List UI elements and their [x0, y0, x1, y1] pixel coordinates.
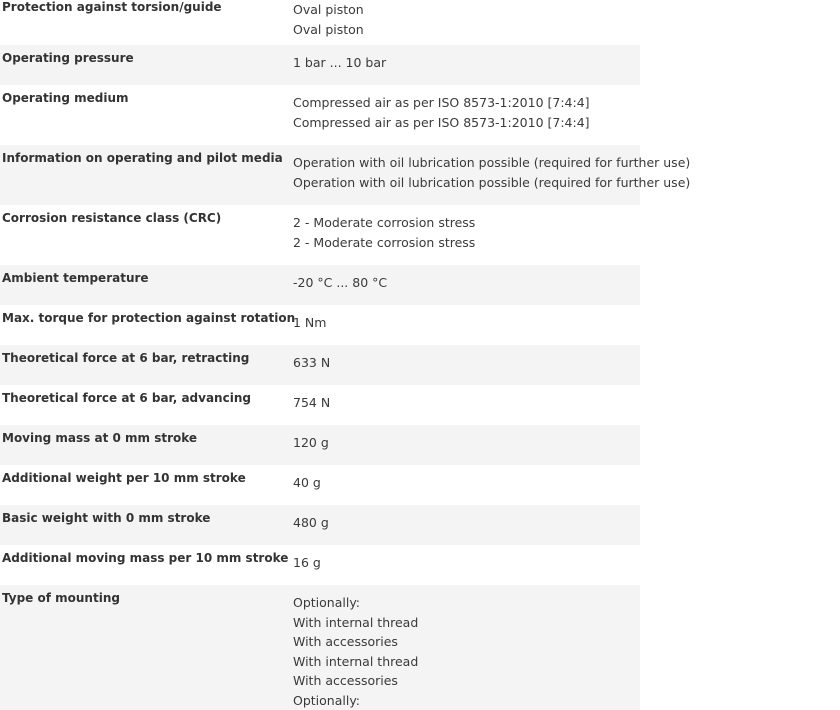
- spec-value: Compressed air as per ISO 8573-1:2010 [7:4:4]: [293, 95, 590, 110]
- spec-values: [293, 353, 840, 373]
- spec-value: 754 N: [293, 395, 331, 410]
- spec-value: Operation with oil lubrication possible (required for further use): [293, 174, 691, 190]
- spec-values: [293, 153, 840, 192]
- spec-values: [293, 473, 840, 493]
- spec-value: Optionally:: [293, 692, 361, 708]
- spec-value: -20 °C ... 80 °C: [293, 275, 388, 290]
- spec-value: 480 g: [293, 515, 329, 530]
- spec-values: [293, 433, 840, 453]
- spec-row: [0, 145, 691, 205]
- spec-value: With internal thread: [293, 614, 419, 630]
- spec-label: Operating medium: [2, 91, 129, 105]
- spec-row: [0, 45, 640, 85]
- spec-values: [293, 593, 840, 710]
- spec-value: 120 g: [293, 435, 329, 450]
- spec-value: Compressed air as per ISO 8573-1:2010 [7:4:4]: [293, 114, 590, 130]
- spec-value: With accessories: [293, 673, 398, 688]
- spec-label: Theoretical force at 6 bar, retracting: [2, 351, 250, 365]
- spec-values: [293, 213, 840, 252]
- spec-row: [0, 265, 640, 305]
- spec-value: 2 - Moderate corrosion stress: [293, 215, 476, 230]
- spec-row: [0, 385, 640, 425]
- spec-values: [293, 313, 840, 333]
- spec-row: [0, 205, 640, 265]
- spec-value: 16 g: [293, 555, 321, 570]
- spec-values: [293, 0, 840, 39]
- spec-row: [0, 305, 640, 345]
- spec-row: [0, 585, 640, 710]
- spec-value: With internal thread: [293, 653, 419, 669]
- spec-value: Oval piston: [293, 2, 364, 17]
- spec-values: [293, 513, 840, 533]
- spec-label: Operating pressure: [2, 51, 134, 65]
- spec-value: 1 bar ... 10 bar: [293, 55, 387, 70]
- spec-label: Ambient temperature: [2, 271, 149, 285]
- spec-values: [293, 273, 840, 293]
- spec-value: Operation with oil lubrication possible (required for further use): [293, 155, 691, 170]
- spec-label: Additional weight per 10 mm stroke: [2, 471, 246, 485]
- spec-label: Protection against torsion/guide: [2, 0, 222, 14]
- spec-label: Moving mass at 0 mm stroke: [2, 431, 198, 445]
- spec-row: [0, 85, 640, 145]
- spec-values: [293, 393, 840, 413]
- spec-value: 2 - Moderate corrosion stress: [293, 234, 476, 250]
- spec-value: 1 Nm: [293, 315, 327, 330]
- spec-value: With accessories: [293, 634, 398, 649]
- spec-row: [0, 465, 640, 505]
- spec-row: [0, 505, 640, 545]
- spec-label: Theoretical force at 6 bar, advancing: [2, 391, 251, 405]
- spec-value: 633 N: [293, 355, 331, 370]
- spec-row: [0, 0, 640, 45]
- spec-label: Type of mounting: [2, 591, 120, 605]
- spec-value: 40 g: [293, 475, 321, 490]
- spec-label: Max. torque for protection against rotation: [2, 311, 296, 325]
- spec-row: [0, 345, 640, 385]
- spec-values: [293, 53, 840, 73]
- spec-row: [0, 545, 640, 585]
- spec-value: Optionally:: [293, 595, 361, 610]
- spec-label: Basic weight with 0 mm stroke: [2, 511, 211, 525]
- spec-value: Oval piston: [293, 21, 364, 37]
- spec-label: Corrosion resistance class (CRC): [2, 211, 222, 225]
- spec-label: Additional moving mass per 10 mm stroke: [2, 551, 289, 565]
- spec-row: [0, 425, 640, 465]
- spec-values: [293, 553, 840, 573]
- spec-values: [293, 93, 840, 132]
- spec-label: Information on operating and pilot media: [2, 151, 283, 165]
